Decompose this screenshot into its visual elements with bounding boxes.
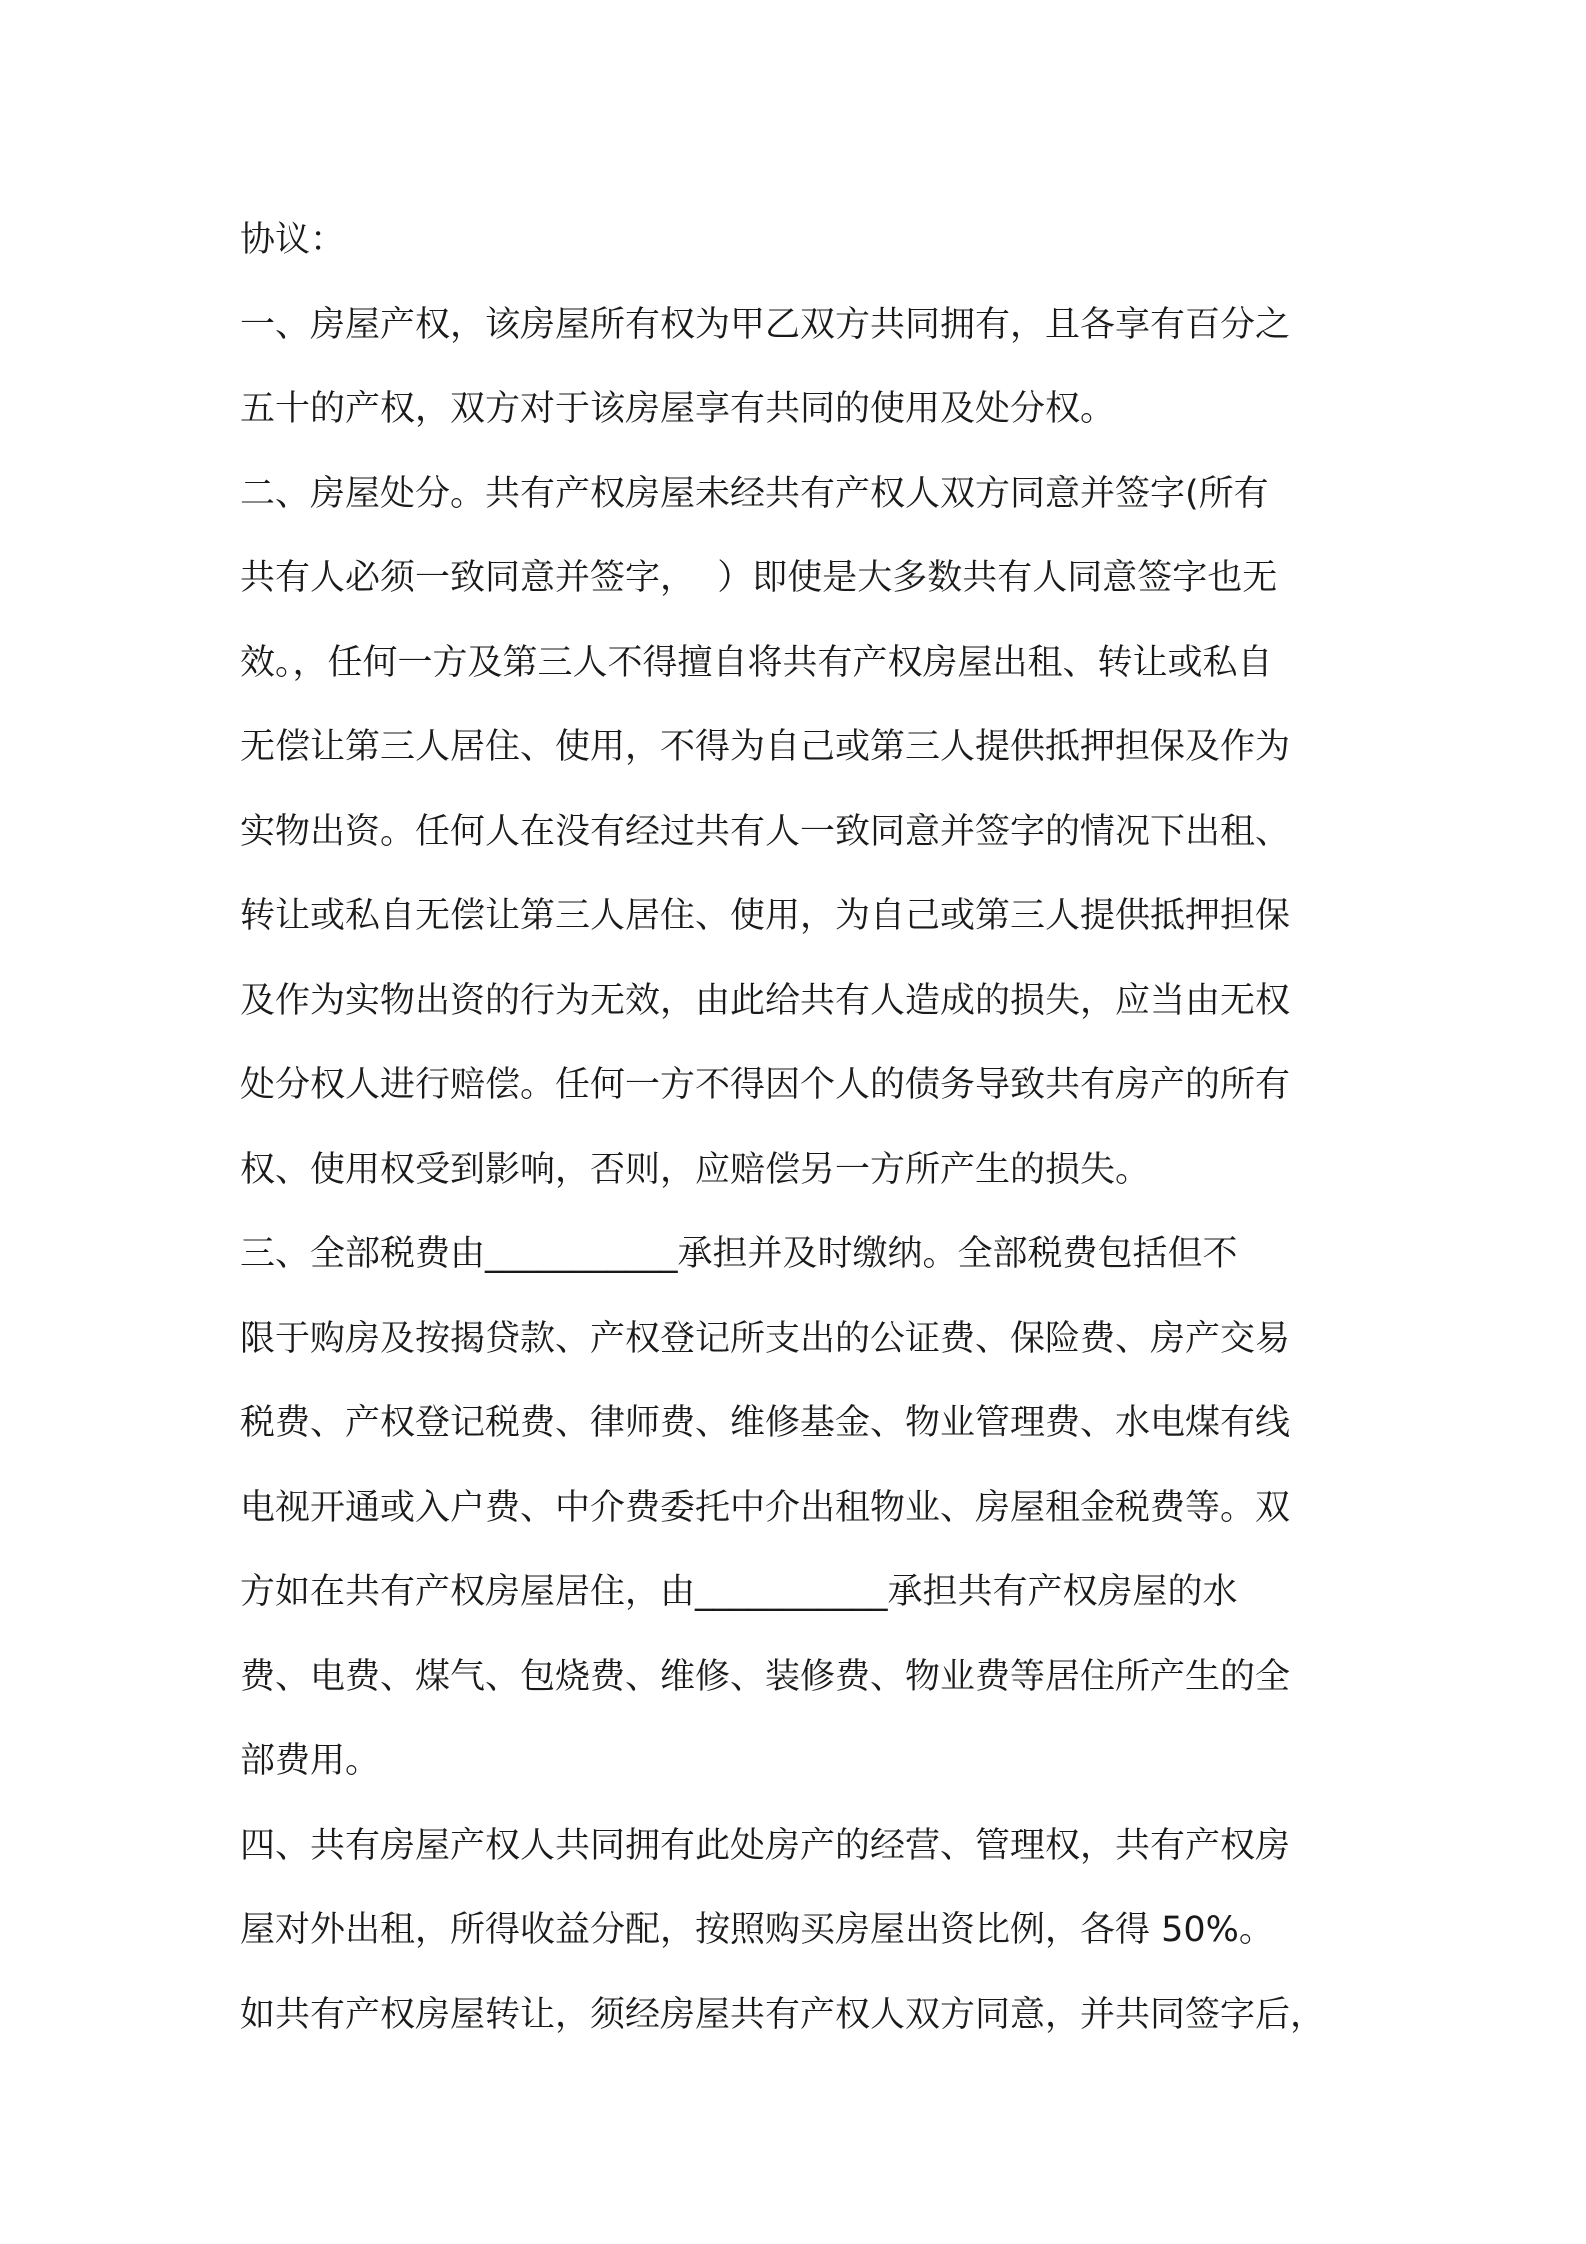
clause-3-line-6: 费、电费、煤气、包烧费、维修、装修费、物业费等居住所产生的全 xyxy=(240,1656,1291,1697)
clause-3-line-4: 电视开通或入户费、中介费委托中介出租物业、房屋租金税费等。双 xyxy=(240,1487,1291,1528)
clause-4-line-1: 四、共有房屋产权人共同拥有此处房产的经营、管理权，共有产权房 xyxy=(240,1825,1291,1866)
clause-3-line-5: 方如在共有产权房屋居住，由___________承担共有产权房屋的水 xyxy=(240,1572,1238,1612)
clause-2-line-9: 权、使用权受到影响，否则，应赔偿另一方所产生的损失。 xyxy=(240,1149,1151,1190)
clause-3-line-2: 限于购房及按揭贷款、产权登记所支出的公证费、保险费、房产交易 xyxy=(240,1318,1291,1359)
clause-2-line-3: 效。，任何一方及第三人不得擅自将共有产权房屋出租、转让或私自 xyxy=(240,642,1273,683)
clause-2-line-5: 实物出资。任何人在没有经过共有人一致同意并签字的情况下出租、 xyxy=(240,811,1291,852)
clause-3-line-7: 部费用。 xyxy=(240,1741,381,1781)
clause-2-line-4: 无偿让第三人居住、使用，不得为自己或第三人提供抵押担保及作为 xyxy=(240,727,1291,767)
clause-2-line-7: 及作为实物出资的行为无效，由此给共有人造成的损失，应当由无权 xyxy=(240,980,1291,1021)
clause-2-line-1: 二、房屋处分。共有产权房屋未经共有产权人双方同意并签字(所有 xyxy=(240,473,1269,514)
clause-1-line-2: 五十的产权，双方对于该房屋享有共同的使用及处分权。 xyxy=(240,389,1116,429)
clause-2-line-2: 共有人必须一致同意并签字， ）即使是大多数共有人同意签字也无 xyxy=(240,558,1278,598)
clause-4-line-3: 如共有产权房屋转让，须经房屋共有产权人双方同意，并共同签字后， xyxy=(240,1994,1326,2035)
clause-3-line-3: 税费、产权登记税费、律师费、维修基金、物业管理费、水电煤有线 xyxy=(240,1403,1291,1443)
clause-3-line-1: 三、全部税费由___________承担并及时缴纳。全部税费包括但不 xyxy=(240,1234,1238,1274)
agreement-heading: 协议： xyxy=(240,220,346,260)
agreement-text xyxy=(240,198,1355,2057)
clause-1-line-1: 一、房屋产权，该房屋所有权为甲乙双方共同拥有，且各享有百分之 xyxy=(240,304,1291,345)
clause-2-line-8: 处分权人进行赔偿。任何一方不得因个人的债务导致共有房产的所有 xyxy=(240,1065,1291,1105)
clause-4-line-2: 屋对外出租，所得收益分配，按照购买房屋出资比例，各得 50%。 xyxy=(240,1910,1274,1950)
clause-2-line-6: 转让或私自无偿让第三人居住、使用，为自己或第三人提供抵押担保 xyxy=(240,896,1291,936)
